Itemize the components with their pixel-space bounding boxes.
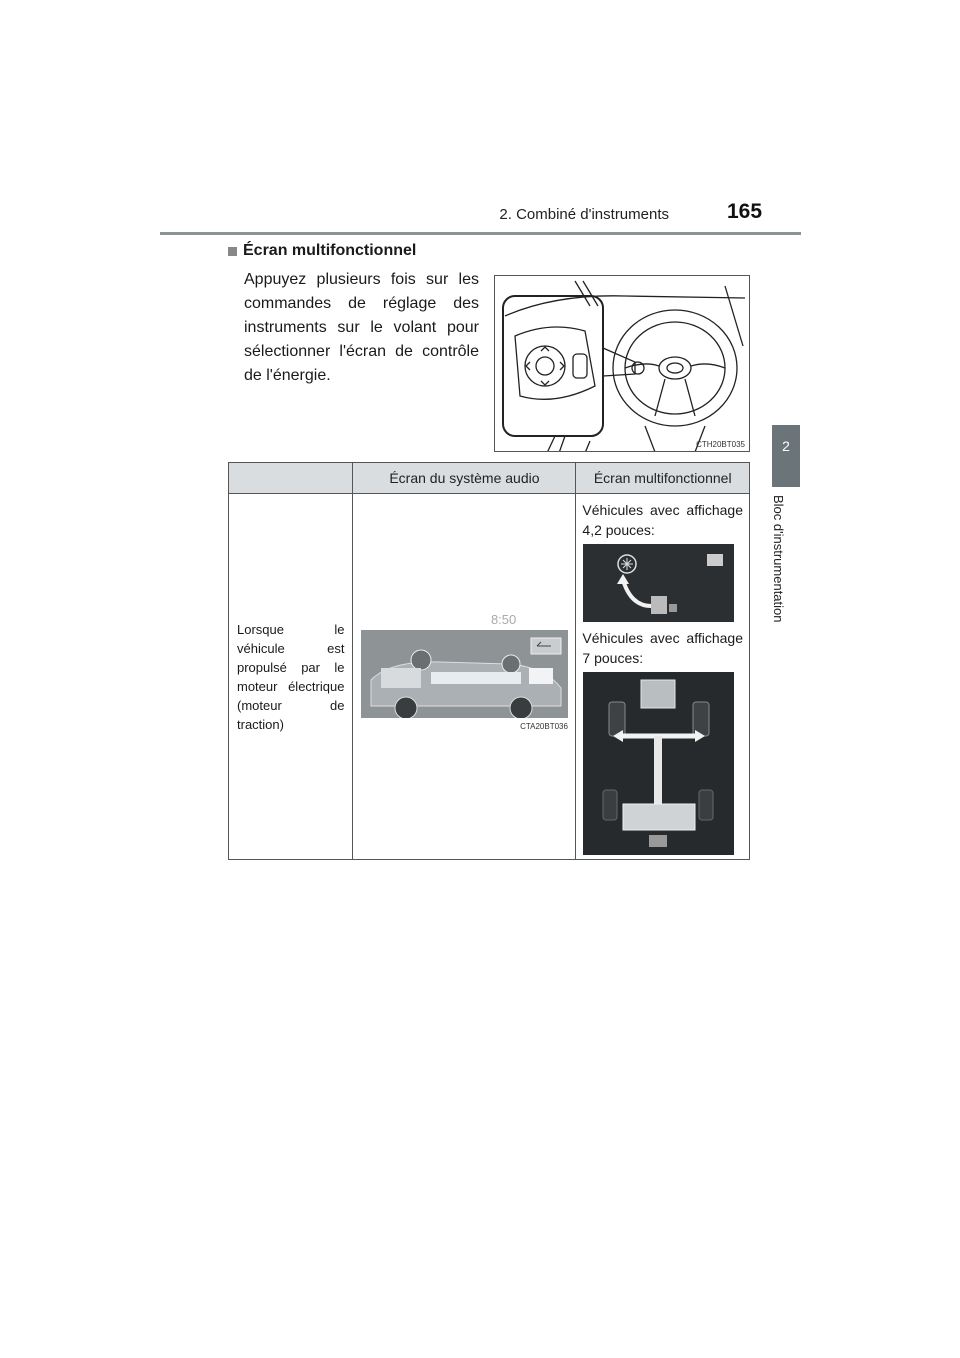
header-rule <box>160 232 801 235</box>
table-header-cell: Écran multifonctionnel <box>576 463 750 494</box>
header-section-title: 2. Combiné d'instruments <box>499 206 669 223</box>
audio-clock: 8:50 <box>490 611 517 627</box>
section-body-text: Appuyez plusieurs fois sur les commandes de réglage des instruments sur le volant pour sélectionner l'écran de contrôle de l'énergie. <box>244 271 479 384</box>
large-energy-illustration <box>583 672 734 855</box>
audio-screen-cell <box>353 494 576 860</box>
chapter-number: 2 <box>782 438 790 454</box>
steering-wheel-figure <box>494 275 750 452</box>
display-label-large: Véhicules avec affichage 7 pouces: <box>582 630 743 666</box>
chapter-tab <box>772 425 800 487</box>
car-energy-illustration <box>361 630 568 718</box>
multi-display-cell <box>576 494 750 860</box>
energy-monitor-table <box>228 462 750 860</box>
figure-code: CTH20BT035 <box>696 440 745 449</box>
steering-wheel-illustration <box>495 276 750 452</box>
audio-energy-screen <box>361 630 568 718</box>
table-header-cell: Écran du système audio <box>353 463 576 494</box>
small-energy-illustration <box>583 544 734 622</box>
section-heading <box>228 242 416 260</box>
table-row <box>229 494 750 860</box>
audio-figure-code: CTA20BT036 <box>520 721 568 731</box>
page-number: 165 <box>727 200 763 223</box>
audio-screen-figure <box>361 612 568 742</box>
square-bullet-icon <box>228 247 237 256</box>
condition-cell: Lorsque le véhicule est propulsé par le moteur électrique (moteur de traction) <box>229 494 353 860</box>
table-header-cell <box>229 463 353 494</box>
table-header-row <box>229 463 750 494</box>
chapter-title: Bloc d'instrumentation <box>771 495 786 623</box>
display-label-small: Véhicules avec affichage 4,2 pouces: <box>582 502 743 538</box>
large-display-screen <box>583 672 734 855</box>
small-display-screen <box>583 544 734 622</box>
section-heading-text: Écran multifonctionnel <box>243 242 417 259</box>
